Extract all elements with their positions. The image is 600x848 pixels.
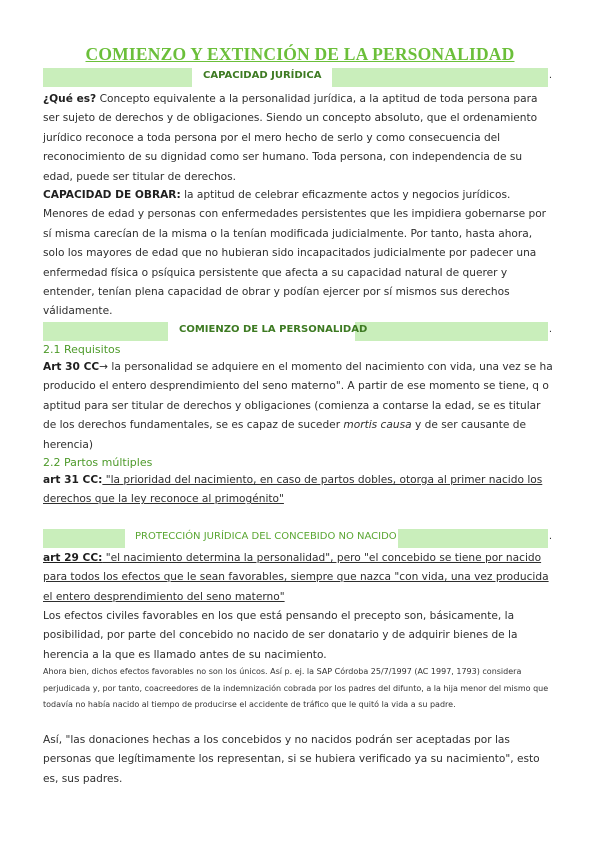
article-quote: "el nacimiento determina la personalidad", pero "el concebido se tiene por nacido para todos los efectos que le sean favorables, siempre que nazca "con vida, una vez producida el entero desprendimiento del seno materno" <box>43 552 549 603</box>
heading-label: PROTECCIÓN JURÍDICA DEL CONCEBIDO NO NACIDO <box>135 531 397 542</box>
paragraph-que-es <box>43 90 555 187</box>
paragraph-efectos: Los efectos civiles favorables en los que está pensando el precepto son, básicamente, la posibilidad, por parte del concebido no nacido de ser donatario y de adquirir bienes de la herencia a la que es llamado antes de su nacimiento. <box>43 610 518 661</box>
heading-label: CAPACIDAD JURÍDICA <box>203 70 322 81</box>
paragraph-text: Concepto equivalente a la personalidad jurídica, a la aptitud de toda persona para ser sujeto de derechos y de obligaciones. Siendo un concepto absoluto, que el ordenamiento jurídico reconoce a toda persona por el mero hecho de serlo y como consecuencia del reconocimiento de su dignidad como ser humano. Toda persona, con independencia de su edad, puede ser titular de derechos. <box>43 93 538 183</box>
section-heading-proteccion <box>43 529 552 548</box>
paragraph-small-note: Ahora bien, dichos efectos favorables no son los únicos. Así p. ej. la SAP Córdoba 25/7/1997 (AC 1997, 1793) considera perjudicada y, por tanto, coacreedores de la indemnización cobrada por los padres del difunto, a la hija menor del mismo que todavía no había nacido al tiempo de producirse el accidente de tráfico que le quitó la vida a su padre. <box>43 667 549 709</box>
paragraph-donaciones: Así, "las donaciones hechas a los concebidos y no nacidos podrán ser aceptadas por las personas que legítimamente los representan, si se hubiera verificado ya su nacimiento", esto es, sus padres. <box>43 734 540 785</box>
heading-dot: . <box>548 324 552 335</box>
paragraph-label: ¿Qué es? <box>43 93 97 105</box>
subsection-heading-partos: 2.2 Partos múltiples <box>43 456 153 469</box>
section-heading-capacidad <box>43 68 552 87</box>
paragraph-art-29 <box>43 549 555 607</box>
article-label: art 29 CC: <box>43 552 103 564</box>
paragraph-text: la aptitud de celebrar eficazmente actos y negocios jurídicos. Menores de edad y personas con enfermedades persistentes que les impidiera gobernarse por sí misma carecían de la misma o la tenían modificada judicialmente. Por tanto, hasta ahora, solo los mayores de edad que no hubieran sido incapacitados judicialmente por padecer una enfermedad física o psíquica persistente que afecta a su capacidad natural de querer y entender, tenían plena capacidad de obrar y podían ejercer por sí mismos sus derechos válidamente. <box>43 189 547 318</box>
document-title: COMIENZO Y EXTINCIÓN DE LA PERSONALIDAD <box>85 44 515 64</box>
paragraph-text: la personalidad se adquiere en el momento del nacimiento con vida, una vez se ha producido el entero desprendimiento del seno materno". A partir de ese momento se tiene, q o aptitud para ser titular de derechos y obligaciones (comienza a contarse la edad, se es titular de los derechos fundamentales, se es capaz de suceder <box>43 361 553 432</box>
paragraph-art-31 <box>43 471 555 510</box>
subsection-heading-requisitos: 2.1 Requisitos <box>43 343 121 356</box>
article-label: art 31 CC: <box>43 474 103 486</box>
paragraph-art-30 <box>43 358 555 455</box>
arrow-icon: → <box>99 361 109 373</box>
section-heading-comienzo <box>43 322 552 341</box>
article-label: Art 30 CC <box>43 361 100 373</box>
heading-dot: . <box>548 531 552 542</box>
article-quote: "la prioridad del nacimiento, en caso de partos dobles, otorga al primer nacido los derechos que la ley reconoce al primogénito" <box>43 474 543 506</box>
paragraph-label: CAPACIDAD DE OBRAR: <box>43 189 181 201</box>
paragraph-capacidad-obrar <box>43 186 555 322</box>
paragraph-text-end: y de ser causante de herencia) <box>43 419 527 451</box>
heading-label: COMIENZO DE LA PERSONALIDAD <box>179 324 368 335</box>
italic-term: mortis causa <box>343 419 412 432</box>
heading-dot: . <box>548 70 552 81</box>
